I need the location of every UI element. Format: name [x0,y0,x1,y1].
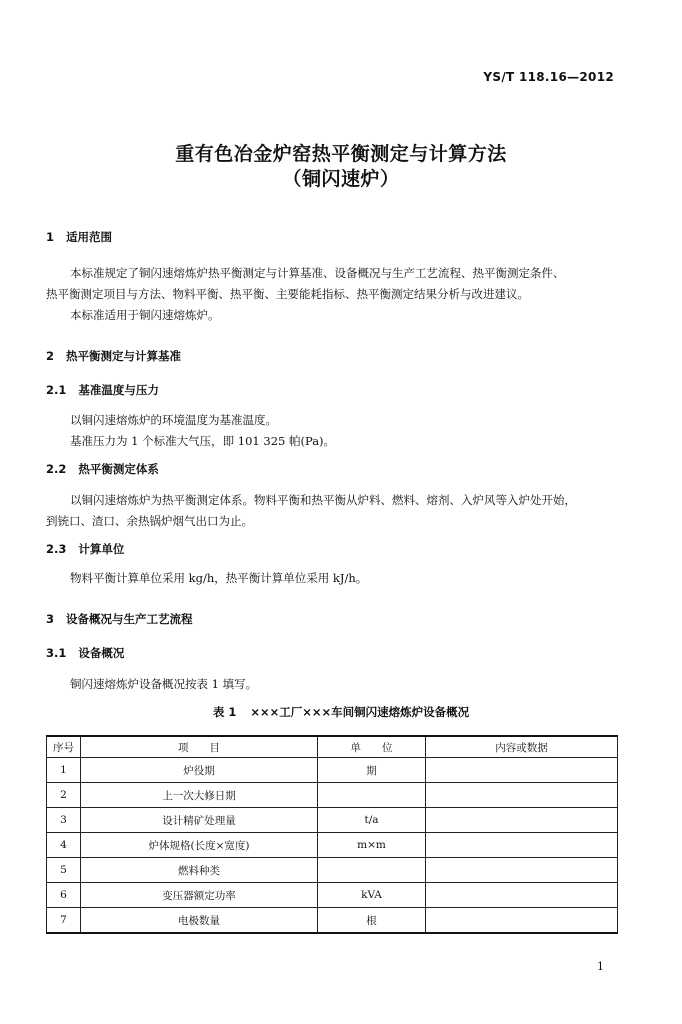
section-3-1-paragraph: 铜闪速熔炼炉设备概况按表 1 填写。 [70,677,258,691]
table-caption-text: ×××工厂×××车间铜闪速熔炼炉设备概况 [250,705,470,719]
page-number: 1 [597,960,604,973]
section-number: 2.2 [46,462,67,476]
section-3-1-heading [46,645,124,661]
header-serial-no: 序号 [47,736,81,758]
cell-value [426,758,618,783]
header-value: 内容或数据 [426,736,618,758]
table-row [47,783,618,808]
section-number: 1 [46,230,55,244]
section-1-paragraph-2: 本标准适用于铜闪速熔炼炉。 [70,308,220,322]
section-2-heading [46,348,181,364]
section-number: 2.3 [46,542,67,556]
cell-serial-no: 4 [47,833,81,858]
cell-unit: kVA [318,883,426,908]
cell-serial-no: 6 [47,883,81,908]
section-title: 热平衡测定与计算基准 [66,349,182,363]
section-title: 计算单位 [78,542,125,556]
header-unit: 单 位 [318,736,426,758]
cell-value [426,808,618,833]
cell-item: 炉体规格(长度×宽度) [81,833,318,858]
document-title: 重有色冶金炉窑热平衡测定与计算方法 [175,143,507,165]
section-2-3-heading [46,541,124,557]
cell-serial-no: 2 [47,783,81,808]
cell-serial-no: 5 [47,858,81,883]
section-2-2-paragraph-line-2: 到铳口、渣口、余热锅炉烟气出口为止。 [46,514,253,528]
cell-unit [318,783,426,808]
section-2-2-heading [46,461,159,477]
table-row [47,833,618,858]
section-number: 3 [46,612,55,626]
table-label: 表 1 [212,705,237,719]
section-3-heading [46,611,193,627]
section-number: 2 [46,349,55,363]
section-title: 适用范围 [66,230,113,244]
cell-value [426,833,618,858]
section-2-2-paragraph-line-1: 以铜闪速熔炼炉为热平衡测定体系。物料平衡和热平衡从炉料、燃料、熔剂、入炉风等入炉处开始， [70,493,576,507]
section-1-heading [46,229,112,245]
section-1-paragraph-1-line-1: 本标准规定了铜闪速熔炼炉热平衡测定与计算基准、设备概况与生产工艺流程、热平衡测定条件、 [70,266,565,280]
document-subtitle: （铜闪速炉） [282,168,400,190]
table-header-row [47,736,618,758]
header-item: 项 目 [81,736,318,758]
cell-unit: 根 [318,908,426,934]
cell-serial-no: 3 [47,808,81,833]
table-row [47,908,618,934]
cell-serial-no: 1 [47,758,81,783]
table-row [47,758,618,783]
cell-unit: t/a [318,808,426,833]
cell-unit: m×m [318,833,426,858]
section-title: 热平衡测定体系 [78,462,159,476]
section-title: 设备概况 [78,646,125,660]
table-row [47,883,618,908]
section-2-1-heading [46,382,159,398]
section-1-paragraph-1-line-2: 热平衡测定项目与方法、物料平衡、热平衡、主要能耗指标、热平衡测定结果分析与改进建议。 [46,287,529,301]
section-title: 基准温度与压力 [78,383,159,397]
cell-unit [318,858,426,883]
section-title: 设备概况与生产工艺流程 [66,612,193,626]
cell-item: 电极数量 [81,908,318,934]
cell-item: 变压器额定功率 [81,883,318,908]
cell-serial-no: 7 [47,908,81,934]
section-2-1-paragraph-2: 基准压力为 1 个标准大气压，即 101 325 帕(Pa)。 [70,434,336,448]
section-2-1-paragraph-1: 以铜闪速熔炼炉的环境温度为基准温度。 [70,413,277,427]
section-number: 3.1 [46,646,67,660]
cell-value [426,858,618,883]
cell-value [426,883,618,908]
table-row [47,808,618,833]
standard-code: YS/T 118.16—2012 [483,70,614,84]
section-number: 2.1 [46,383,67,397]
cell-item: 设计精矿处理量 [81,808,318,833]
table-1-caption [0,704,682,720]
equipment-overview-table [46,735,618,934]
table-row [47,858,618,883]
cell-item: 上一次大修日期 [81,783,318,808]
cell-item: 炉役期 [81,758,318,783]
cell-item: 燃料种类 [81,858,318,883]
cell-value [426,783,618,808]
section-2-3-paragraph: 物料平衡计算单位采用 kg/h，热平衡计算单位采用 kJ/h。 [70,571,368,585]
cell-unit: 期 [318,758,426,783]
cell-value [426,908,618,934]
